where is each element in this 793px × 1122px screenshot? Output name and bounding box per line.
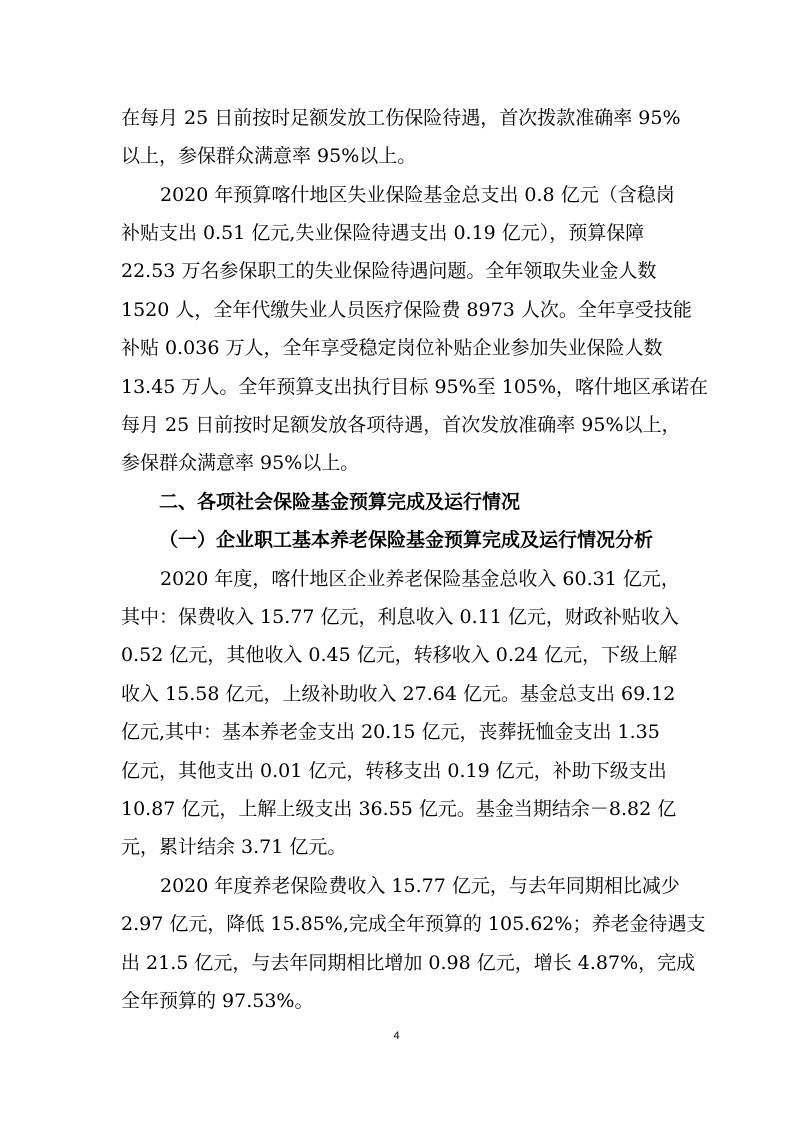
paragraph-line: 出 21.5 亿元，与去年同期相比增加 0.98 亿元，增长 4.87%，完成 bbox=[121, 952, 696, 974]
paragraph-line: 亿元,其中：基本养老金支出 20.15 亿元，丧葬抚恤金支出 1.35 bbox=[121, 721, 660, 743]
paragraph-line: 2020 年预算喀什地区失业保险基金总支出 0.8 亿元（含稳岗 bbox=[160, 184, 675, 206]
paragraph-line: 其中：保费收入 15.77 亿元，利息收入 0.11 亿元，财政补贴收入 bbox=[121, 606, 679, 628]
paragraph-line: 0.52 亿元，其他收入 0.45 亿元，转移收入 0.24 亿元，下级上解 bbox=[121, 644, 678, 666]
paragraph-line: 10.87 亿元，上解上级支出 36.55 亿元。基金当期结余－8.82 亿 bbox=[121, 798, 677, 820]
page-number: 4 bbox=[393, 1030, 400, 1042]
paragraph-line: 全年预算的 97.53%。 bbox=[121, 990, 314, 1012]
paragraph-line: 参保群众满意率 95%以上。 bbox=[121, 452, 360, 474]
section-heading: 二、各项社会保险基金预算完成及运行情况 bbox=[159, 491, 521, 513]
subsection-heading: （一）企业职工基本养老保险基金预算完成及运行情况分析 bbox=[159, 529, 654, 551]
paragraph-line: 2020 年度养老保险费收入 15.77 亿元，与去年同期相比减少 bbox=[160, 875, 680, 897]
paragraph-line: 13.45 万人。全年预算支出执行目标 95%至 105%，喀什地区承诺在 bbox=[121, 376, 709, 398]
paragraph-line: 22.53 万名参保职工的失业保险待遇问题。全年领取失业金人数 bbox=[121, 260, 657, 282]
paragraph-line: 2.97 亿元，降低 15.85%,完成全年预算的 105.62%；养老金待遇支 bbox=[121, 913, 706, 935]
paragraph-line: 补贴 0.036 万人，全年享受稳定岗位补贴企业参加失业保险人数 bbox=[121, 337, 663, 359]
paragraph-line: 在每月 25 日前按时足额发放工伤保险待遇，首次拨款准确率 95% bbox=[121, 107, 681, 129]
paragraph-line: 以上，参保群众满意率 95%以上。 bbox=[121, 145, 417, 167]
paragraph-line: 亿元，其他支出 0.01 亿元，转移支出 0.19 亿元，补助下级支出 bbox=[121, 760, 667, 782]
paragraph-line: 1520 人，全年代缴失业人员医疗保险费 8973 人次。全年享受技能 bbox=[121, 299, 692, 321]
paragraph-line: 2020 年度，喀什地区企业养老保险基金总收入 60.31 亿元， bbox=[160, 568, 680, 590]
paragraph-line: 元，累计结余 3.71 亿元。 bbox=[121, 836, 347, 858]
paragraph-line: 每月 25 日前按时足额发放各项待遇，首次发放准确率 95%以上， bbox=[121, 414, 681, 436]
paragraph-line: 补贴支出 0.51 亿元,失业保险待遇支出 0.19 亿元），预算保障 bbox=[121, 222, 645, 244]
paragraph-line: 收入 15.58 亿元，上级补助收入 27.64 亿元。基金总支出 69.12 bbox=[121, 683, 676, 705]
